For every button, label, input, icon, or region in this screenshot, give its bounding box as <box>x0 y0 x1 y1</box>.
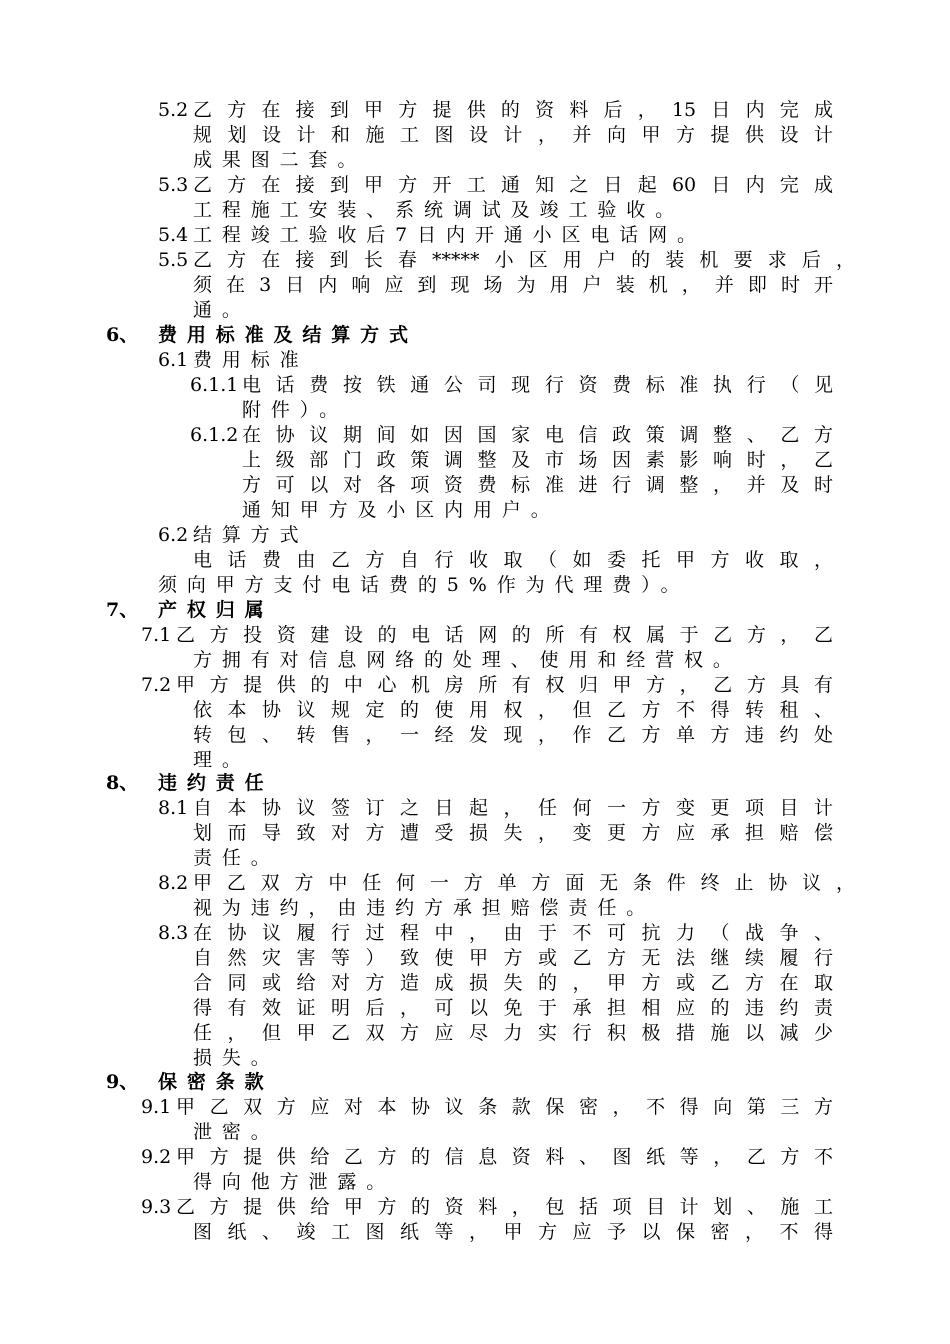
clause-text: 附件）。 <box>242 399 349 421</box>
clause-text: 甲方提供的中心机房所有权归甲方，乙方具有 <box>176 674 833 696</box>
clause-number: 5.5 <box>158 249 189 271</box>
clause-text: 自然灾害等）致使甲方或乙方无法继续履行 <box>193 947 833 969</box>
section-heading: 违约责任 <box>158 772 274 794</box>
clause-text: 乙方在接到长春*****小区用户的装机要求后， <box>193 249 855 271</box>
clause-text: 结算方式 <box>193 524 309 546</box>
clause-text: 甲方提供给乙方的信息资料、图纸等，乙方不 <box>176 1146 833 1168</box>
section-number: 8、 <box>106 772 139 794</box>
clause-text: 甲乙双方应对本协议条款保密，不得向第三方 <box>176 1096 833 1118</box>
clause-number: 6.1.1 <box>190 374 239 396</box>
clause-text: 泄密。 <box>193 1121 280 1143</box>
clause-text: 须向甲方支付电话费的5%作为代理费）。 <box>158 574 690 596</box>
clause-text: 视为违约，由违约方承担赔偿责任。 <box>193 897 656 919</box>
clause-text: 理。 <box>193 749 251 771</box>
clause-number: 8.1 <box>158 797 189 819</box>
clause-text: 上级部门政策调整及市场因素影响时，乙 <box>242 449 833 471</box>
clause-number: 6.2 <box>158 524 189 546</box>
clause-text: 自本协议签订之日起，任何一方变更项目计 <box>193 797 833 819</box>
clause-text: 须在3日内响应到现场为用户装机，并即时开 <box>193 274 833 296</box>
clause-text: 在协议履行过程中，由于不可抗力（战争、 <box>193 922 833 944</box>
clause-text: 方拥有对信息网络的处理、使用和经营权。 <box>193 649 742 671</box>
clause-number: 6.1 <box>158 349 189 371</box>
clause-text: 甲乙双方中任何一方单方面无条件终止协议， <box>193 872 855 894</box>
clause-text: 责任。 <box>193 847 280 869</box>
clause-number: 6.1.2 <box>190 424 239 446</box>
clause-text: 得有效证明后，可以免于承担相应的违约责 <box>193 997 833 1019</box>
clause-text: 工程竣工验收后7日内开通小区电话网。 <box>193 224 706 246</box>
clause-text: 损失。 <box>193 1047 280 1069</box>
clause-text: 转包、转售，一经发现，作乙方单方违约处 <box>193 724 833 746</box>
clause-text: 乙方在接到甲方开工通知之日起60日内完成 <box>193 174 833 196</box>
clause-text: 电话费按铁通公司现行资费标准执行（见 <box>242 374 833 396</box>
clause-text: 成果图二套。 <box>193 149 367 171</box>
section-number: 9、 <box>106 1071 139 1093</box>
clause-text: 依本协议规定的使用权，但乙方不得转租、 <box>193 699 833 721</box>
clause-text: 得向他方泄露。 <box>193 1171 396 1193</box>
clause-text: 在协议期间如因国家电信政策调整、乙方 <box>242 424 833 446</box>
clause-text: 规划设计和施工图设计，并向甲方提供设计 <box>193 124 833 146</box>
clause-text: 图纸、竣工图纸等，甲方应予以保密，不得 <box>193 1221 833 1243</box>
clause-text: 方可以对各项资费标准进行调整，并及时 <box>242 474 833 496</box>
clause-text: 工程施工安装、系统调试及竣工验收。 <box>193 199 684 221</box>
section-number: 6、 <box>106 324 139 346</box>
clause-text: 合同或给对方造成损失的，甲方或乙方在取 <box>193 972 833 994</box>
clause-number: 8.2 <box>158 872 189 894</box>
clause-number: 7.1 <box>141 624 172 646</box>
clause-number: 7.2 <box>141 674 172 696</box>
section-heading: 费用标准及结算方式 <box>158 324 418 346</box>
clause-number: 9.3 <box>141 1196 172 1218</box>
clause-number: 9.2 <box>141 1146 172 1168</box>
section-heading: 产权归属 <box>158 599 274 621</box>
clause-text: 通知甲方及小区内用户。 <box>242 499 560 521</box>
section-heading: 保密条款 <box>158 1071 274 1093</box>
clause-text: 乙方在接到甲方提供的资料后，15日内完成 <box>193 99 833 121</box>
clause-text: 通。 <box>193 299 251 321</box>
clause-text: 划而导致对方遭受损失，变更方应承担赔偿 <box>193 822 833 844</box>
clause-text: 费用标准 <box>193 349 309 371</box>
clause-text: 乙方提供给甲方的资料，包括项目计划、施工 <box>176 1196 833 1218</box>
clause-number: 5.3 <box>158 174 189 196</box>
clause-text: 任，但甲乙双方应尽力实行积极措施以减少 <box>193 1022 833 1044</box>
clause-number: 5.4 <box>158 224 189 246</box>
section-number: 7、 <box>106 599 139 621</box>
clause-number: 5.2 <box>158 99 189 121</box>
clause-number: 8.3 <box>158 922 189 944</box>
clause-text: 电话费由乙方自行收取（如委托甲方收取， <box>193 549 833 571</box>
clause-text: 乙方投资建设的电话网的所有权属于乙方，乙 <box>176 624 833 646</box>
clause-number: 9.1 <box>141 1096 172 1118</box>
